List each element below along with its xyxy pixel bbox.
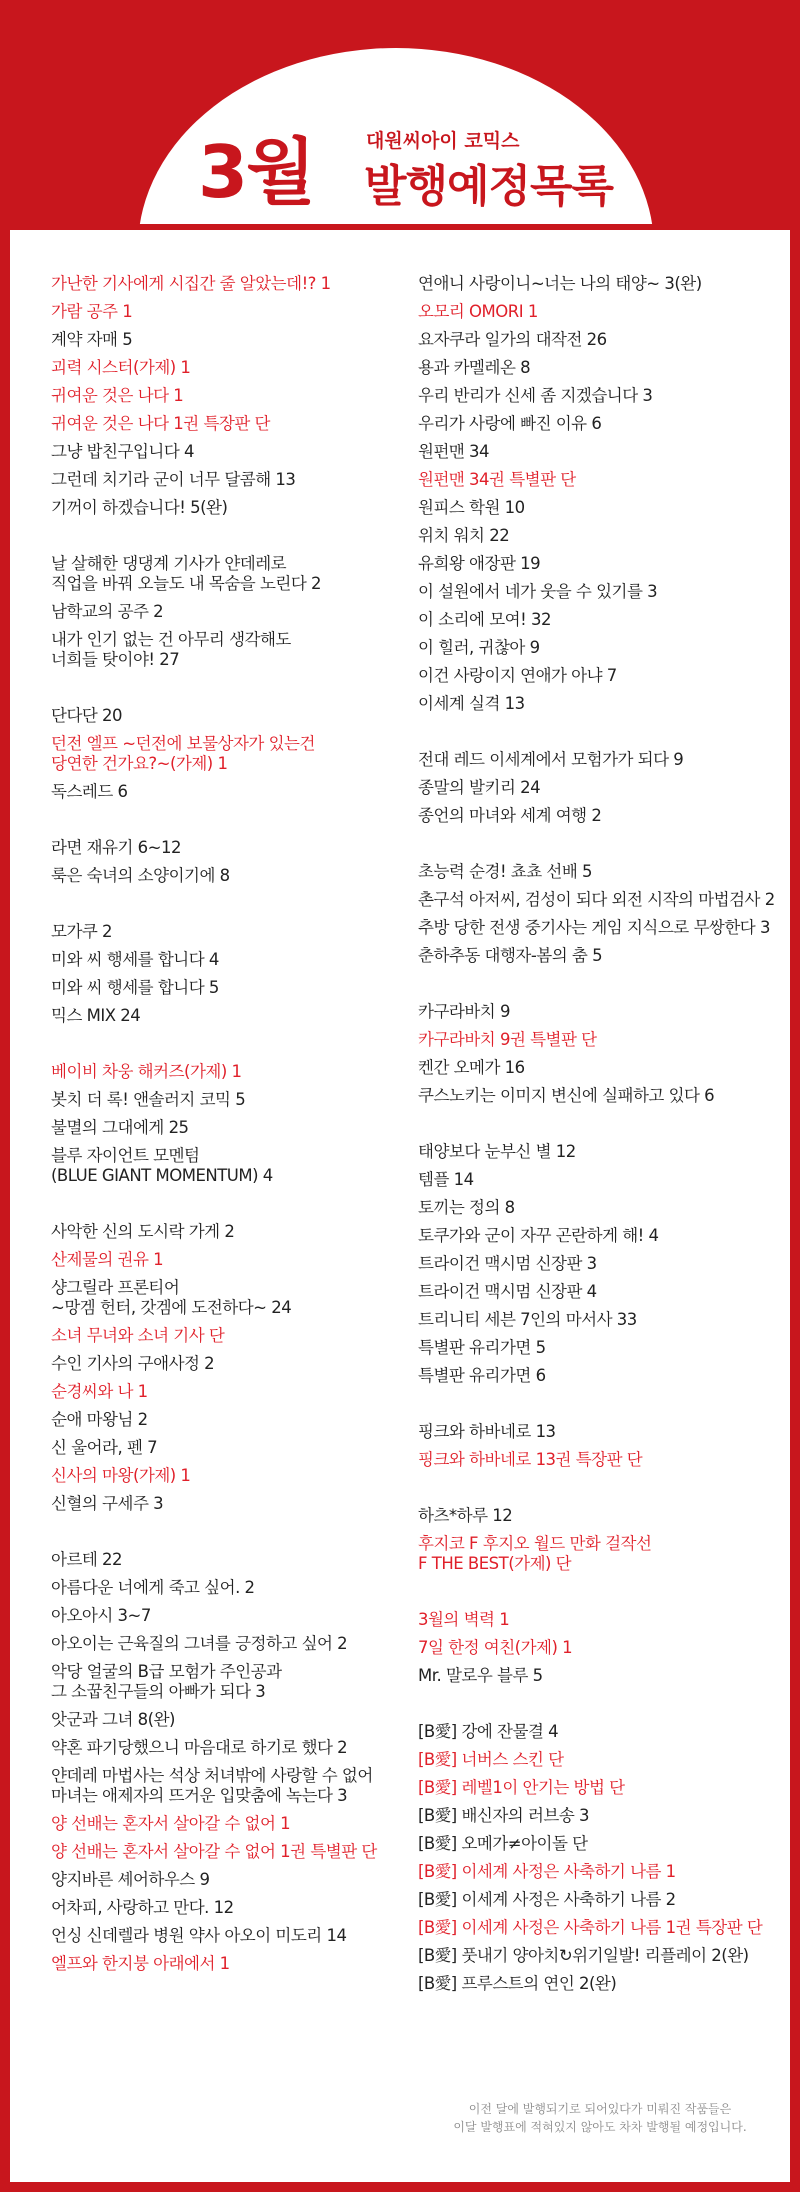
list-item: 귀여운 것은 나다 1 <box>51 386 184 405</box>
group-gap <box>51 890 391 918</box>
list-item: 날 살해한 댕댕계 기사가 얀데레로 직업을 바꿔 오늘도 내 목숨을 노린다 2 <box>51 554 322 593</box>
list-item: 아르테 22 <box>51 1550 123 1569</box>
list-item: 켄간 오메가 16 <box>418 1058 525 1077</box>
list-item: 불멸의 그대에게 25 <box>51 1118 189 1137</box>
list-item: 우리가 사랑에 빠진 이유 6 <box>418 414 602 433</box>
list-item: 신사의 마왕(가제) 1 <box>51 1466 191 1485</box>
list-item: 템플 14 <box>418 1170 474 1189</box>
list-item: 이 소리에 모여! 32 <box>418 610 551 629</box>
list-item: 귀여운 것은 나다 1권 특장판 단 <box>51 414 270 433</box>
list-item: 3월의 벽력 1 <box>418 1610 510 1629</box>
list-item: 토쿠가와 군이 자꾸 곤란하게 해! 4 <box>418 1226 659 1245</box>
list-item: 아오이는 근육질의 그녀를 긍정하고 싶어 2 <box>51 1634 348 1653</box>
list-item: 아름다운 너에게 죽고 싶어. 2 <box>51 1578 255 1597</box>
list-item: 토끼는 정의 8 <box>418 1198 515 1217</box>
group-gap <box>418 718 788 746</box>
list-item: 내가 인기 없는 건 아무리 생각해도 너희들 탓이야! 27 <box>51 630 291 669</box>
group-gap <box>418 1110 788 1138</box>
list-item: 양 선배는 혼자서 살아갈 수 없어 1 <box>51 1814 291 1833</box>
list-item: 언싱 신데렐라 병원 약사 아오이 미도리 14 <box>51 1926 347 1945</box>
list-item: 믹스 MIX 24 <box>51 1006 141 1025</box>
list-item: 기꺼이 하겠습니다! 5(완) <box>51 498 228 517</box>
publisher-label: 대원씨아이 코믹스 <box>366 130 520 152</box>
group-gap <box>418 1390 788 1418</box>
list-item: [B愛] 강에 잔물결 4 <box>418 1722 559 1741</box>
list-item: Mr. 말로우 블루 5 <box>418 1666 543 1685</box>
group-gap <box>418 1578 788 1606</box>
list-item: 사악한 신의 도시락 가게 2 <box>51 1222 235 1241</box>
poster-frame <box>10 10 790 2182</box>
left-column <box>51 270 391 1978</box>
list-item: 양 선배는 혼자서 살아갈 수 없어 1권 특별판 단 <box>51 1842 377 1861</box>
list-item: 양지바른 셰어하우스 9 <box>51 1870 210 1889</box>
list-item: [B愛] 풋내기 양아치↻위기일발! 리플레이 2(완) <box>418 1946 749 1965</box>
list-item: 블루 자이언트 모멘텀 (BLUE GIANT MOMENTUM) 4 <box>51 1146 273 1185</box>
list-item: 순애 마왕님 2 <box>51 1410 148 1429</box>
group-gap <box>51 1190 391 1218</box>
list-item: 던전 엘프 ~던전에 보물상자가 있는건 당연한 건가요?~(가제) 1 <box>51 734 315 773</box>
list-item: 단다단 20 <box>51 706 123 725</box>
list-item: [B愛] 프루스트의 연인 2(완) <box>418 1974 617 1993</box>
list-item: 순경씨와 나 1 <box>51 1382 148 1401</box>
month-label: 3월 <box>198 130 314 214</box>
list-item: 남학교의 공주 2 <box>51 602 164 621</box>
list-item: 원피스 학원 10 <box>418 498 525 517</box>
right-column <box>418 270 788 1998</box>
group-gap <box>51 522 391 550</box>
group-gap <box>418 1690 788 1718</box>
list-item: [B愛] 이세계 사정은 사축하기 나름 1권 특장판 단 <box>418 1918 763 1937</box>
list-item: 트리니티 세븐 7인의 마서사 33 <box>418 1310 637 1329</box>
list-item: 춘하추동 대행자-봄의 춤 5 <box>418 946 603 965</box>
list-item: 그냥 밥친구입니다 4 <box>51 442 194 461</box>
list-item: 핑크와 하바네로 13권 특장판 단 <box>418 1450 643 1469</box>
list-item: 이건 사랑이지 연애가 아냐 7 <box>418 666 617 685</box>
list-item: 핑크와 하바네로 13 <box>418 1422 556 1441</box>
list-item: 오모리 OMORI 1 <box>418 302 538 321</box>
list-item: 가난한 기사에게 시집간 줄 알았는데!? 1 <box>51 274 331 293</box>
list-item: 얀데레 마법사는 석상 처녀밖에 사랑할 수 없어 마녀는 애제자의 뜨거운 입맞춤에 녹는다 3 <box>51 1766 373 1805</box>
list-item: 엘프와 한지붕 아래에서 1 <box>51 1954 230 1973</box>
list-item: 봇치 더 록! 앤솔러지 코믹 5 <box>51 1090 246 1109</box>
list-item: 이 힐러, 귀찮아 9 <box>418 638 540 657</box>
list-item: 라면 재유기 6~12 <box>51 838 182 857</box>
list-item: 그런데 치기라 군이 너무 달콤해 13 <box>51 470 296 489</box>
release-list <box>10 230 790 2182</box>
list-item: 악당 얼굴의 B급 모험가 주인공과 그 소꿉친구들의 아빠가 되다 3 <box>51 1662 282 1701</box>
list-item: [B愛] 너버스 스킨 단 <box>418 1750 564 1769</box>
list-item: 독스레드 6 <box>51 782 128 801</box>
list-item: 원펀맨 34 <box>418 442 490 461</box>
list-item: [B愛] 배신자의 러브송 3 <box>418 1806 589 1825</box>
list-item: 앗군과 그녀 8(완) <box>51 1710 175 1729</box>
list-item: 쿠스노키는 이미지 변신에 실패하고 있다 6 <box>418 1086 715 1105</box>
list-item: 이세계 실격 13 <box>418 694 525 713</box>
list-item: 수인 기사의 구애사정 2 <box>51 1354 215 1373</box>
list-item: 우리 반리가 신세 좀 지겠습니다 3 <box>418 386 653 405</box>
list-item: 후지코 F 후지오 월드 만화 걸작선 F THE BEST(가제) 단 <box>418 1534 652 1573</box>
footnote: 이전 달에 발행되기로 되어있다가 미뤄진 작품들은 이달 발행표에 적혀있지 않아도 차차 발행될 예정입니다. <box>453 2102 747 2134</box>
list-item: [B愛] 이세계 사정은 사축하기 나름 1 <box>418 1862 676 1881</box>
list-item: 요자쿠라 일가의 대작전 26 <box>418 330 607 349</box>
list-item: 종말의 발키리 24 <box>418 778 541 797</box>
list-item: 하츠*하루 12 <box>418 1506 513 1525</box>
list-item: 약혼 파기당했으니 마음대로 하기로 했다 2 <box>51 1738 348 1757</box>
list-item: 미와 씨 행세를 합니다 5 <box>51 978 219 997</box>
group-gap <box>51 1030 391 1058</box>
list-item: 특별판 유리가면 5 <box>418 1338 546 1357</box>
list-item: 카구라바치 9권 특별판 단 <box>418 1030 597 1049</box>
list-item: 트라이건 맥시멈 신장판 3 <box>418 1254 597 1273</box>
list-item: 촌구석 아저씨, 검성이 되다 외전 시작의 마법검사 2 <box>418 890 775 909</box>
page-title: 발행예정목록 <box>364 161 614 212</box>
list-item: 연애니 사랑이니~너는 나의 태양~ 3(완) <box>418 274 702 293</box>
list-item: 모가쿠 2 <box>51 922 113 941</box>
list-item: 아오아시 3~7 <box>51 1606 151 1625</box>
list-item: 7일 한정 여친(가제) 1 <box>418 1638 573 1657</box>
group-gap <box>51 806 391 834</box>
list-item: 신 울어라, 펜 7 <box>51 1438 158 1457</box>
group-gap <box>418 970 788 998</box>
list-item: 태양보다 눈부신 별 12 <box>418 1142 576 1161</box>
group-gap <box>418 830 788 858</box>
list-item: 초능력 순경! 쵸쵸 선배 5 <box>418 862 593 881</box>
list-item: 베이비 차웅 해커즈(가제) 1 <box>51 1062 242 1081</box>
list-item: [B愛] 레벨1이 안기는 방법 단 <box>418 1778 625 1797</box>
list-item: 샹그릴라 프론티어 ~망겜 헌터, 갓겜에 도전하다~ 24 <box>51 1278 292 1317</box>
list-item: 추방 당한 전생 중기사는 게임 지식으로 무쌍한다 3 <box>418 918 770 937</box>
list-item: 소녀 무녀와 소녀 기사 단 <box>51 1326 225 1345</box>
list-item: 트라이건 맥시멈 신장판 4 <box>418 1282 597 1301</box>
list-item: 미와 씨 행세를 합니다 4 <box>51 950 219 969</box>
group-gap <box>418 1474 788 1502</box>
list-item: 원펀맨 34권 특별판 단 <box>418 470 576 489</box>
list-item: 괴력 시스터(가제) 1 <box>51 358 191 377</box>
list-item: 용과 카멜레온 8 <box>418 358 531 377</box>
list-item: 어차피, 사랑하고 만다. 12 <box>51 1898 234 1917</box>
list-item: 신혈의 구세주 3 <box>51 1494 164 1513</box>
list-item: 계약 자매 5 <box>51 330 133 349</box>
header <box>10 10 790 225</box>
list-item: [B愛] 이세계 사정은 사축하기 나름 2 <box>418 1890 676 1909</box>
list-item: [B愛] 오메가≠아이돌 단 <box>418 1834 588 1853</box>
list-item: 유희왕 애장판 19 <box>418 554 541 573</box>
list-item: 룩은 숙녀의 소양이기에 8 <box>51 866 230 885</box>
list-item: 가람 공주 1 <box>51 302 133 321</box>
list-item: 특별판 유리가면 6 <box>418 1366 546 1385</box>
group-gap <box>51 1518 391 1546</box>
list-item: 위치 워치 22 <box>418 526 510 545</box>
list-item: 전대 레드 이세계에서 모험가가 되다 9 <box>418 750 684 769</box>
list-item: 이 설원에서 네가 웃을 수 있기를 3 <box>418 582 658 601</box>
group-gap <box>51 674 391 702</box>
list-item: 산제물의 권유 1 <box>51 1250 164 1269</box>
list-item: 종언의 마녀와 세계 여행 2 <box>418 806 602 825</box>
list-item: 카구라바치 9 <box>418 1002 510 1021</box>
